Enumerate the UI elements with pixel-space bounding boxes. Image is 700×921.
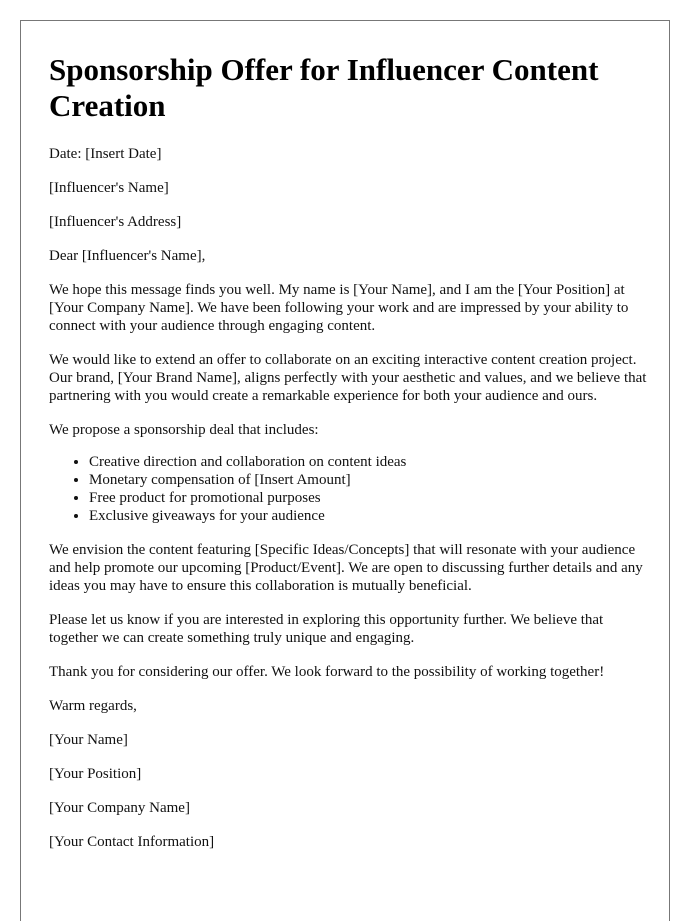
salutation: Dear [Influencer's Name], (49, 248, 206, 264)
signature-name: [Your Name] (49, 732, 128, 748)
recipient-address: [Influencer's Address] (49, 214, 182, 230)
list-item: • Creative direction and collaboration on content ideas (89, 453, 649, 471)
vision-paragraph: We envision the content featuring [Specific Ideas/Concepts] that will resonate with your audience and help promote our upcoming [Product/Event]. We are open to discussing further details and any ideas you may have to ensure this collaboration is mutually beneficial. (49, 542, 643, 594)
list-item: • Free product for promotional purposes (89, 489, 649, 507)
letter-page (20, 20, 670, 921)
intro-paragraph: We hope this message finds you well. My name is [Your Name], and I am the [Your Position] at [Your Company Name]. We have been following your work and are impressed by your ability to connect with your audience through engaging content. (49, 282, 629, 334)
recipient-name: [Influencer's Name] (49, 180, 169, 196)
date-line: Date: [Insert Date] (49, 146, 162, 162)
offer-list (49, 453, 649, 525)
interest-paragraph: Please let us know if you are interested in exploring this opportunity further. We believe that together we can create something truly unique and engaging. (49, 612, 604, 646)
thanks-paragraph: Thank you for considering our offer. We look forward to the possibility of working together! (49, 664, 605, 680)
proposal-paragraph: We propose a sponsorship deal that includes: (49, 422, 319, 438)
signature-company: [Your Company Name] (49, 800, 190, 816)
offer-paragraph: We would like to extend an offer to collaborate on an exciting interactive content creation project. Our brand, [Your Brand Name], aligns perfectly with your aesthetic and values, and we believe that partnering with you would create a remarkable experience for both your audience and ours. (49, 352, 647, 404)
signature-position: [Your Position] (49, 766, 142, 782)
list-item: • Exclusive giveaways for your audience (89, 507, 649, 525)
signature-contact: [Your Contact Information] (49, 834, 215, 850)
letter-title: Sponsorship Offer for Influencer Content Creation (49, 52, 599, 123)
list-item: • Monetary compensation of [Insert Amount] (89, 471, 649, 489)
letter-body (49, 145, 649, 851)
signoff: Warm regards, (49, 698, 137, 714)
